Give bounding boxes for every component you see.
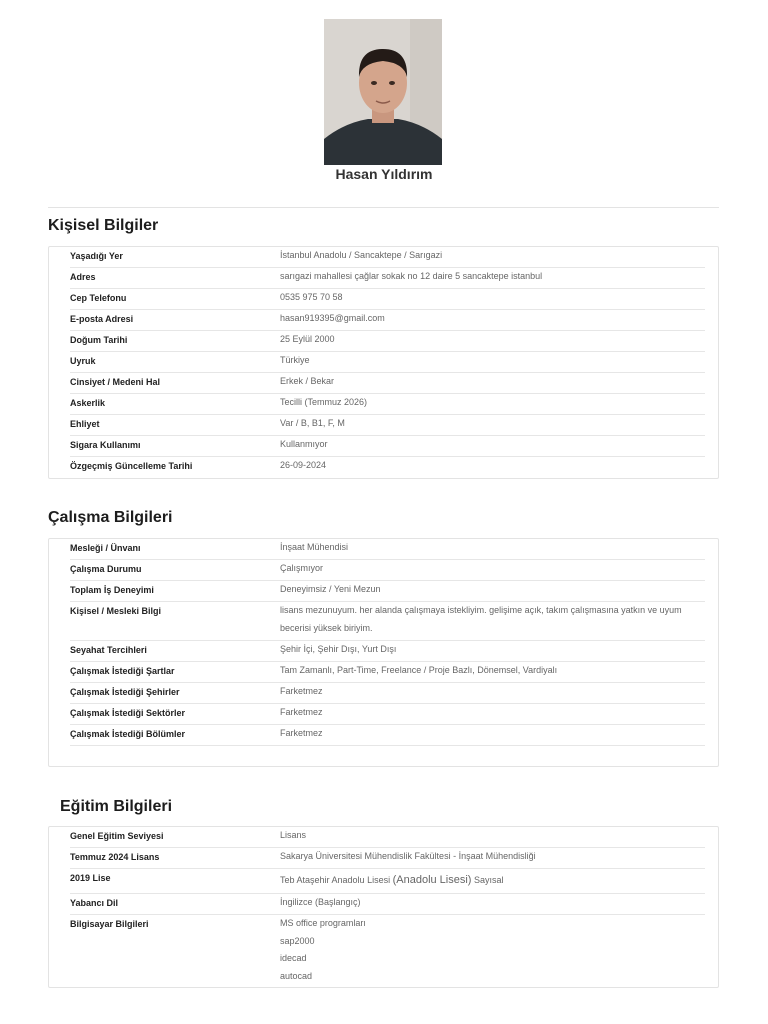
- row-value: İngilizce (Başlangıç): [280, 897, 361, 907]
- row-label: Mesleği / Ünvanı: [70, 543, 141, 553]
- profile-name: Hasan Yıldırım: [335, 166, 433, 182]
- table-row: [70, 268, 705, 289]
- table-row: [70, 869, 705, 894]
- row-value: Deneyimsiz / Yeni Mezun: [280, 584, 381, 594]
- row-label: Çalışmak İstediği Şehirler: [70, 687, 180, 697]
- table-row: [70, 602, 705, 641]
- work-info-card: [48, 538, 719, 767]
- row-value: [280, 872, 705, 889]
- table-row: [70, 725, 705, 746]
- row-label: Çalışma Durumu: [70, 564, 142, 574]
- table-row: [70, 457, 705, 477]
- table-row: [70, 373, 705, 394]
- row-value: Farketmez: [280, 707, 323, 717]
- row-label: Özgeçmiş Güncelleme Tarihi: [70, 461, 193, 471]
- row-value: hasan919395@gmail.com: [280, 313, 385, 323]
- row-label: Kişisel / Mesleki Bilgi: [70, 606, 162, 616]
- highschool-track: Sayısal: [473, 875, 504, 885]
- row-label: Cinsiyet / Medeni Hal: [70, 377, 161, 387]
- table-row: [70, 247, 705, 268]
- row-value: sarıgazi mahallesi çağlar sokak no 12 daire 5 sancaktepe istanbul: [280, 271, 543, 281]
- row-value: İstanbul Anadolu / Sancaktepe / Sarıgazi: [280, 250, 443, 260]
- table-row: [70, 394, 705, 415]
- row-label: 2019 Lise: [70, 873, 111, 883]
- row-label: Bilgisayar Bilgileri: [70, 919, 149, 929]
- row-value: Tecilli (Temmuz 2026): [280, 397, 368, 407]
- row-value: Çalışmıyor: [280, 563, 324, 573]
- table-row: [70, 915, 705, 987]
- list-item: idecad: [280, 953, 307, 963]
- table-row: [70, 704, 705, 725]
- section-title-personal: Kişisel Bilgiler: [48, 217, 159, 234]
- table-row: [70, 662, 705, 683]
- row-label: Sigara Kullanımı: [70, 440, 141, 450]
- profile-photo: [324, 19, 442, 165]
- table-row: [70, 415, 705, 436]
- row-label: Seyahat Tercihleri: [70, 645, 147, 655]
- table-row: [70, 641, 705, 662]
- row-label: Temmuz 2024 Lisans: [70, 852, 160, 862]
- table-row: [70, 289, 705, 310]
- row-value: Erkek / Bekar: [280, 376, 335, 386]
- table-row: [70, 310, 705, 331]
- row-value: Şehir İçi, Şehir Dışı, Yurt Dışı: [280, 644, 397, 654]
- row-value: Kullanmıyor: [280, 439, 328, 449]
- row-label: Yabancı Dil: [70, 898, 119, 908]
- row-value: Tam Zamanlı, Part-Time, Freelance / Proje Bazlı, Dönemsel, Vardiyalı: [280, 665, 558, 675]
- row-value: Sakarya Üniversitesi Mühendislik Fakültesi - İnşaat Mühendisliği: [280, 851, 536, 861]
- row-label: Doğum Tarihi: [70, 335, 128, 345]
- table-row: [70, 331, 705, 352]
- header-divider: [48, 207, 719, 208]
- row-label: Uyruk: [70, 356, 96, 366]
- list-item: sap2000: [280, 935, 315, 946]
- row-label: Yaşadığı Yer: [70, 251, 123, 261]
- table-row: [70, 539, 705, 560]
- table-row: [70, 827, 705, 848]
- table-row: [70, 848, 705, 869]
- table-row: [70, 436, 705, 457]
- table-row: [70, 581, 705, 602]
- row-value: Var / B, B1, F, M: [280, 418, 345, 428]
- row-label: Ehliyet: [70, 419, 100, 429]
- row-value: [280, 915, 705, 985]
- list-item: autocad: [280, 970, 313, 981]
- section-title-education: Eğitim Bilgileri: [60, 798, 173, 815]
- row-label: Cep Telefonu: [70, 293, 127, 303]
- highschool-type: (Anadolu Lisesi): [392, 874, 472, 886]
- row-label: Adres: [70, 272, 96, 282]
- education-info-card: [48, 826, 719, 988]
- row-value: İnşaat Mühendisi: [280, 542, 349, 552]
- row-label: Askerlik: [70, 398, 106, 408]
- row-label: Genel Eğitim Seviyesi: [70, 831, 164, 841]
- row-value: 26-09-2024: [280, 460, 327, 470]
- row-label: Toplam İş Deneyimi: [70, 585, 154, 595]
- row-value: Farketmez: [280, 686, 323, 696]
- highschool-name: Teb Ataşehir Anadolu Lisesi: [280, 875, 391, 885]
- row-value: Lisans: [280, 830, 307, 840]
- row-label: E-posta Adresi: [70, 314, 134, 324]
- row-value: 25 Eylül 2000: [280, 334, 335, 344]
- list-item: MS office programları: [280, 918, 366, 928]
- personal-info-card: [48, 246, 719, 479]
- row-label: Çalışmak İstediği Bölümler: [70, 729, 186, 739]
- table-row: [70, 560, 705, 581]
- row-value: 0535 975 70 58: [280, 292, 343, 302]
- row-label: Çalışmak İstediği Sektörler: [70, 708, 186, 718]
- row-value: Farketmez: [280, 728, 323, 738]
- table-row: [70, 894, 705, 915]
- table-row: [70, 683, 705, 704]
- row-value: lisans mezunuyum. her alanda çalışmaya istekliyim. gelişime açık, takım çalışmasına yatkın ve uyum becerisi yüksek biriyim.: [280, 605, 682, 633]
- table-row: [70, 352, 705, 373]
- row-label: Çalışmak İstediği Şartlar: [70, 666, 175, 676]
- section-title-work: Çalışma Bilgileri: [48, 509, 173, 526]
- row-value: Türkiye: [280, 355, 310, 365]
